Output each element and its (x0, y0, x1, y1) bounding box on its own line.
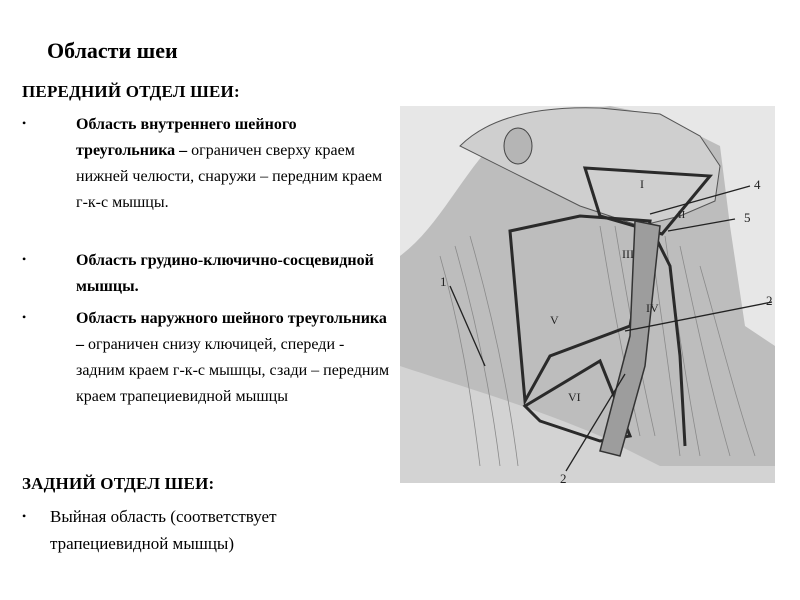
item-bold-text: Область наружного шейного треугольника – (76, 310, 387, 353)
bullet-icon: • (22, 252, 27, 266)
back-section-heading: ЗАДНИЙ ОТДЕЛ ШЕИ: (22, 474, 215, 493)
region-label-i: I (640, 177, 644, 191)
bullet-icon: • (22, 509, 27, 523)
item-bold-text: Область грудино-ключично-сосцевидной мышцы. (76, 252, 374, 295)
callout-4: 4 (754, 177, 761, 192)
callout-1: 1 (440, 274, 447, 289)
item-text: ограничен сверху краем нижней челюсти, снаружи – передним краем г-к-с мышцы. (76, 142, 383, 211)
item-text: ограничен снизу ключицей, спереди - задним краем г-к-с мышцы, сзади – передним краем трапециевидной мышцы (76, 336, 390, 405)
neck-anatomy-drawing (400, 106, 775, 483)
region-label-vi: VI (568, 390, 581, 404)
bullet-icon: • (22, 116, 27, 130)
bullet-icon: • (22, 310, 27, 324)
callout-2-bottom: 2 (560, 471, 567, 483)
item-bold-text: Область внутреннего шейного треугольника – (76, 116, 297, 159)
region-label-iv: IV (646, 301, 659, 315)
region-label-v: V (550, 313, 559, 327)
region-label-iii: III (622, 247, 634, 261)
callout-5: 5 (744, 210, 751, 225)
item-text: Выйная область (соответствует трапециевидной мышцы) (50, 507, 277, 553)
page-title: Области шеи (47, 38, 178, 63)
neck-anatomy-illustration (400, 106, 775, 483)
callout-2-top: 2 (766, 293, 773, 308)
region-label-ii: II (678, 209, 686, 221)
front-section-heading: ПЕРЕДНИЙ ОТДЕЛ ШЕИ: (22, 82, 240, 101)
